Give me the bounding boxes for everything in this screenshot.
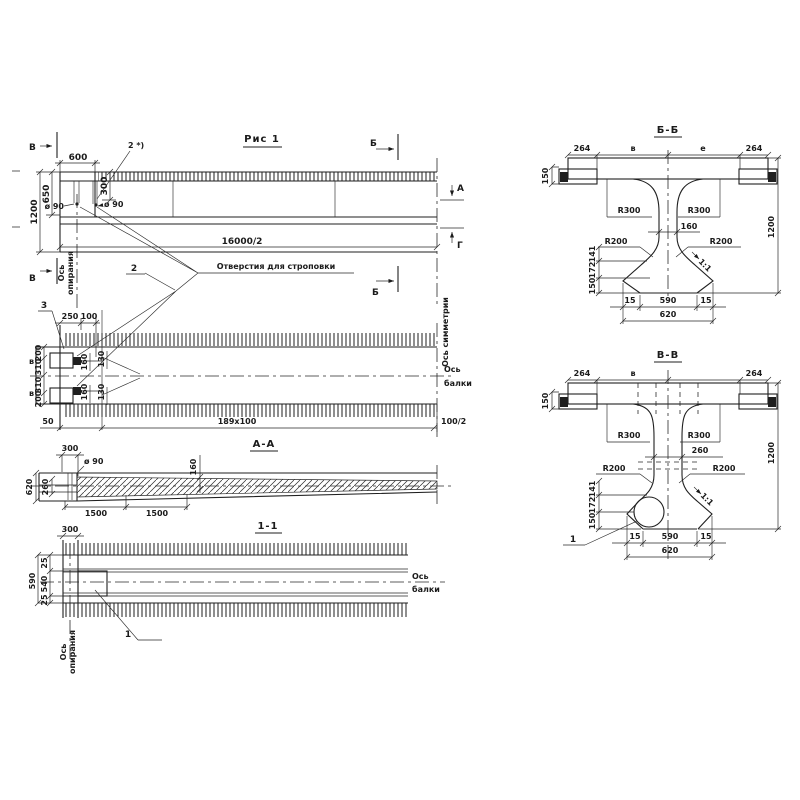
bb-dim-1200: 1200 — [767, 215, 776, 239]
bb-r300-left: R300 — [617, 206, 641, 215]
vv-dim-264l: 264 — [573, 369, 591, 378]
concrete-hatch — [77, 477, 437, 497]
mark-g-label: Г — [457, 241, 463, 251]
section-11-view — [28, 521, 445, 674]
vv-dim-150-low: 150 — [588, 512, 597, 530]
section-vv-title: В-В — [656, 350, 680, 361]
s11-dim-300: 300 — [61, 525, 79, 534]
bb-r200-right: R200 — [709, 237, 733, 246]
bearing-plate — [78, 571, 107, 596]
bb-dim-150-low: 150 — [588, 277, 597, 295]
aa-dia90-label: ø 90 — [84, 457, 104, 466]
dim-250: 250 — [61, 312, 79, 321]
vv-pos1-label: 1 — [569, 535, 577, 545]
s11-axis-beam-2: балки — [412, 585, 440, 594]
recess-top — [50, 353, 73, 368]
dim-spacing: 189х100 — [217, 417, 257, 426]
section-mark-g — [440, 228, 464, 251]
mark-a-label: А — [457, 184, 464, 194]
bb-dim-150: 150 — [541, 167, 550, 185]
dia90-left-label: ø 90 — [44, 202, 64, 211]
vv-dim-150: 150 — [541, 392, 550, 410]
s11-axis-bearing-1: Ось — [59, 643, 68, 661]
dim-width-200b: 200 — [34, 390, 43, 408]
recess-bottom — [50, 388, 73, 403]
aa-dim-160: 160 — [189, 458, 198, 476]
bb-dim-264l: 264 — [573, 144, 591, 153]
vv-dim-260: 260 — [691, 446, 709, 455]
mark-v-label: В — [29, 274, 36, 284]
bb-dim-160: 160 — [680, 222, 698, 231]
vv-dim-15l: 15 — [629, 532, 641, 541]
aa-dim-300: 300 — [61, 444, 79, 453]
mark-b-label: Б — [370, 139, 377, 149]
section-mark-b-bottom — [372, 266, 398, 298]
dim-100: 100 — [80, 312, 98, 321]
bb-dim-264r: 264 — [745, 144, 763, 153]
strap-hole-left — [75, 202, 78, 205]
s11-dim-590: 590 — [28, 572, 37, 590]
var-b-top: в — [29, 357, 35, 366]
hidden-web-hole — [638, 462, 697, 469]
s11-comb-top — [63, 543, 408, 555]
pos2-note: 2 *) — [128, 141, 145, 150]
dim-160-bottom: 160 — [80, 383, 89, 401]
figure-title: Рис 1 — [244, 134, 280, 145]
dim-160-top: 160 — [80, 353, 89, 371]
bb-dim-590: 590 — [659, 296, 677, 305]
vv-dim-15r: 15 — [700, 532, 712, 541]
vv-r200-left: R200 — [602, 464, 626, 473]
section-11-title: 1-1 — [257, 521, 279, 532]
var-b-bottom: в — [29, 389, 35, 398]
dim-100-half: 100/2 — [441, 417, 467, 426]
s11-dim-25t: 25 — [40, 557, 49, 569]
aa-dim-620: 620 — [25, 478, 34, 496]
dim-width-200t: 200 — [34, 344, 43, 362]
dim-300: 300 — [100, 176, 110, 196]
bb-dim-620: 620 — [659, 310, 677, 319]
axis-beam-caption-1: Ось — [444, 365, 461, 374]
axis-bearing-caption-2: опирания — [66, 250, 75, 296]
detail-1-circle — [634, 497, 664, 527]
s11-axis-bearing-2: опирания — [68, 629, 77, 675]
section-bb-view — [541, 125, 781, 324]
bb-var-b: в — [630, 144, 636, 153]
dia90-mid-label: ø 90 — [104, 200, 124, 209]
s11-dim-25b: 25 — [40, 594, 49, 606]
strap-holes-note: Отверстия для строповки — [216, 262, 336, 271]
stirrup-comb-bottom — [63, 404, 437, 417]
pos3-label: 3 — [40, 301, 48, 311]
section-mark-a — [440, 184, 464, 200]
strap-hole-right — [94, 203, 97, 206]
dim-width-310b: 310 — [34, 376, 43, 394]
aa-dim-1500a: 1500 — [84, 509, 108, 518]
dim-1200: 1200 — [30, 199, 40, 225]
vv-dim-620: 620 — [661, 546, 679, 555]
dim-130-top: 130 — [97, 350, 106, 368]
dim-50: 50 — [42, 417, 54, 426]
section-bb-title: Б-Б — [656, 125, 680, 136]
plan-view — [29, 297, 472, 438]
vv-r300-left: R300 — [617, 431, 641, 440]
mark-b-label: Б — [372, 288, 379, 298]
section-mark-b-top — [370, 134, 398, 160]
aa-dim-260: 260 — [41, 478, 50, 496]
axis-beam-caption-2: балки — [444, 379, 472, 388]
dim-130-bottom: 130 — [97, 383, 106, 401]
vv-dim-590: 590 — [661, 532, 679, 541]
section-mark-v-bottom — [29, 258, 57, 284]
s11-comb-bottom — [63, 603, 408, 617]
bb-dim-172: 172 — [588, 261, 597, 279]
bb-r200-left: R200 — [604, 237, 628, 246]
section-aa-view — [25, 439, 452, 518]
bb-var-e: е — [700, 144, 706, 153]
pos2-label: 2 — [130, 264, 138, 274]
stirrup-comb-top — [63, 333, 437, 346]
rebar-comb-top — [98, 172, 437, 181]
bb-dim-15r: 15 — [700, 296, 712, 305]
vv-slope-label: 1:1 — [698, 491, 716, 508]
dim-half-length: 16000/2 — [221, 237, 263, 247]
bb-dim-141: 141 — [588, 245, 597, 263]
mark-v-label: В — [29, 143, 36, 153]
bb-slope-label: 1:1 — [696, 257, 714, 274]
axis-bearing-caption-1: Ось — [57, 264, 66, 282]
dim-600: 600 — [68, 153, 88, 163]
dim-650: 650 — [42, 184, 52, 204]
aa-dim-1500b: 1500 — [145, 509, 169, 518]
vv-r200-right: R200 — [712, 464, 736, 473]
elevation-view — [12, 132, 464, 386]
s11-axis-beam-1: Ось — [412, 572, 429, 581]
s11-dim-540: 540 — [40, 575, 49, 593]
section-vv-view — [541, 350, 781, 560]
section-mark-v-top — [29, 132, 57, 158]
vv-dim-172: 172 — [588, 496, 597, 514]
vv-var-b: в — [630, 369, 636, 378]
dim-width-310t: 310 — [34, 358, 43, 376]
bb-dim-15l: 15 — [624, 296, 636, 305]
bb-r300-right: R300 — [687, 206, 711, 215]
s11-pos1-label: 1 — [124, 630, 132, 640]
axis-symmetry-caption: Ось симметрии — [441, 297, 450, 367]
section-aa-title: А-А — [252, 439, 276, 450]
vv-dim-141: 141 — [588, 480, 597, 498]
vv-dim-264r: 264 — [745, 369, 763, 378]
vv-r300-right: R300 — [687, 431, 711, 440]
vv-dim-1200: 1200 — [767, 441, 776, 465]
